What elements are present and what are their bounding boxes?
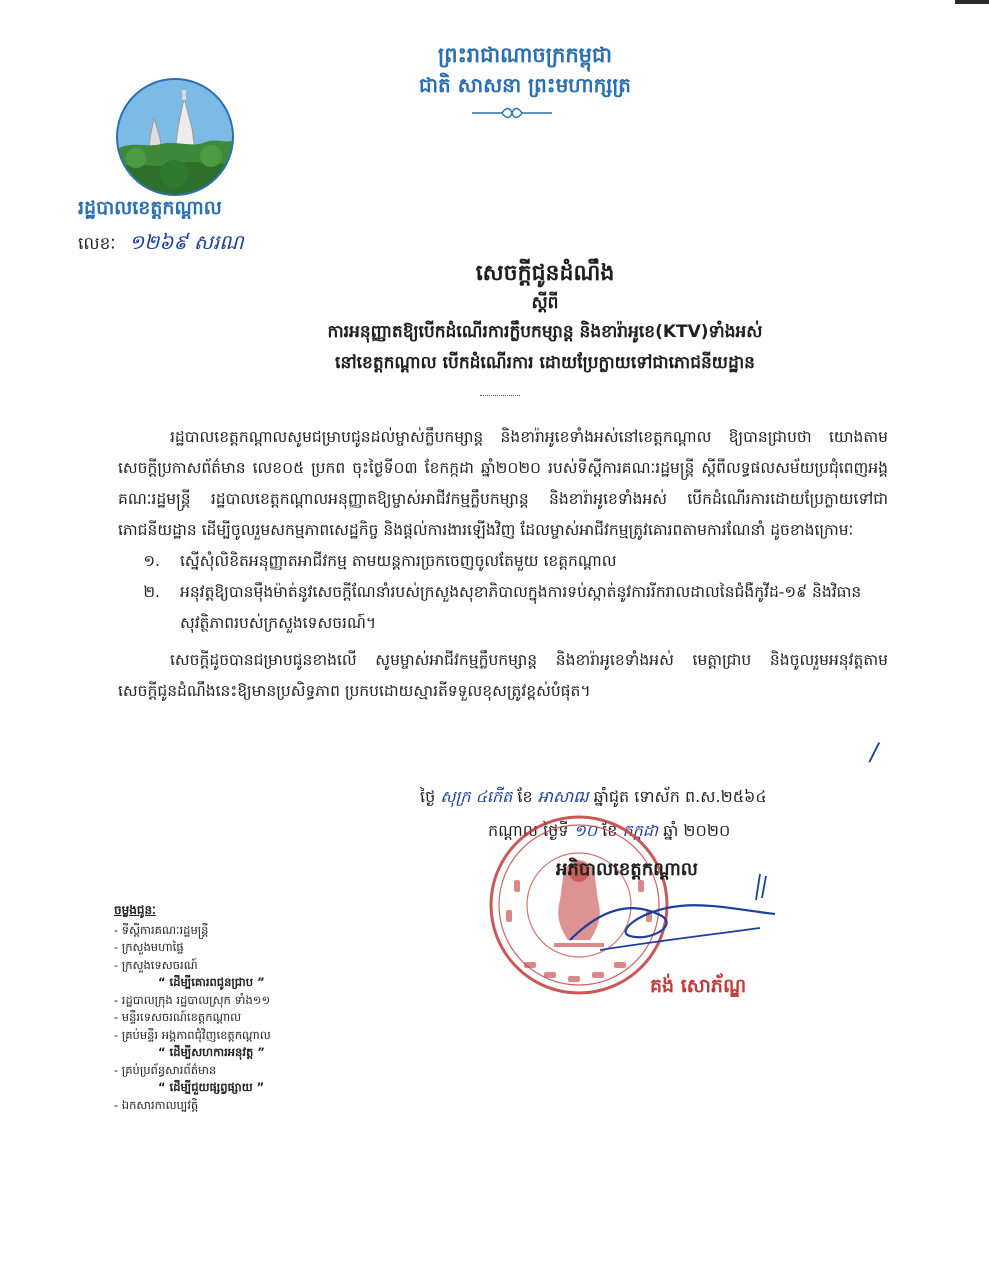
instruction-list	[118, 546, 888, 639]
solar-month-label: ខែ	[602, 821, 618, 840]
body-paragraph-1: រដ្ឋបាលខេត្តកណ្ដាលសូមជម្រាបជូនដល់ម្ចាស់ក្លឹបកម្សាន្ត និងខារ៉ាអូខេទាំងអស់នៅខេត្តកណ្ដាល ឱ្យបានជ្រាបថា យោងតាមសេចក្ដីប្រកាសព័ត៌មាន លេខ០៥ ប្រកព ចុះថ្ងៃទី០៣ ខែកក្កដា ឆ្នាំ២០២០ របស់ទីស្ដីការគណៈរដ្ឋមន្ត្រី ស្ដីពីលទ្ធផលសម័យប្រជុំពេញអង្គគណៈរដ្ឋមន្ត្រី រដ្ឋបាលខេត្តកណ្ដាលអនុញ្ញាតឱ្យម្ចាស់អាជីវកម្មក្លឹបកម្សាន្ត និងខារ៉ាអូខេទាំងអស់ បើកដំណើរការដោយប្រែក្លាយទៅជាភោជនីយដ្ឋាន ដើម្បីចូលរួមសកម្មភាពសេដ្ឋកិច្ច និងផ្ដល់ការងារឡើងវិញ ដែលម្ចាស់អាជីវកម្មត្រូវគោរពតាមការណែនាំ ដូចខាងក្រោមៈ	[118, 428, 888, 539]
motto-line: ជាតិ សាសនា ព្រះមហាក្សត្រ	[419, 73, 631, 97]
copy-recipient: - ក្រសួងមហាផ្ទៃ	[114, 940, 184, 954]
copy-recipient: - គ្រប់ប្រព័ន្ធសារព័ត៌មាន	[114, 1062, 217, 1077]
list-item-text: ស្នើសុំលិខិតអនុញ្ញាតអាជីវកម្ម តាមយន្តការច្រកចេញចូលតែមួយ ខេត្តកណ្ដាល	[180, 552, 617, 570]
signatory-name: គង់ សោភ័ណ្ឌ	[650, 975, 747, 997]
copies-to-list	[114, 902, 374, 1114]
copy-recipient: - ឯកសារកាលប្បវត្តិ	[114, 1097, 199, 1112]
copy-recipient: - រដ្ឋបាលក្រុង រដ្ឋបាលស្រុក ទាំង១១	[114, 992, 271, 1007]
handwritten-signature	[560, 870, 790, 970]
list-item	[118, 546, 888, 577]
title-subject-line2: នៅខេត្តកណ្ដាល បើកដំណើរការ ដោយប្រែក្លាយទៅជាភោជនីយដ្ឋាន	[335, 353, 755, 373]
body-paragraph-2: សេចក្ដីដូចបានជម្រាបជូនខាងលើ សូមម្ចាស់អាជីវកម្មក្លឹបកម្សាន្ត និងខារ៉ាអូខេទាំងអស់ មេត្តាជ្រាប និងចូលរួមអនុវត្តតាមសេចក្ដីជូនដំណឹងនេះឱ្យមានប្រសិទ្ធភាព ប្រកបដោយស្មារតីទទួលខុសត្រូវខ្ពស់បំផុត។	[118, 651, 888, 700]
signatory-title: អភិបាលខេត្តកណ្ដាល	[556, 859, 698, 880]
copy-purpose-note: “ ដើម្បីសហការអនុវត្ត ”	[158, 1045, 265, 1059]
scan-edge-mark	[955, 0, 989, 4]
copy-recipient: - មន្ទីរទេសចរណ៍ខេត្តកណ្ដាល	[114, 1010, 242, 1024]
solar-year: ឆ្នាំ ២០២០	[663, 821, 731, 840]
ornament-divider	[470, 106, 554, 120]
handwritten-check-mark: /	[870, 738, 879, 766]
list-item-text: អនុវត្តឱ្យបានម៉ឺងម៉ាត់នូវសេចក្ដីណែនាំរបស់ក្រសួងសុខាភិបាលក្នុងការទប់ស្កាត់នូវការរីករាលដាលនៃជំងឺកូវីដ-១៩ និងវិធានសុវត្ថិភាពរបស់ក្រសួងទេសចរណ៍។	[180, 583, 862, 632]
reference-number	[78, 229, 244, 259]
copy-recipient: - ក្រសួងទេសចរណ៍	[114, 957, 198, 972]
reference-number-value: ១២៦៩ សរណ	[128, 230, 244, 254]
notice-body	[118, 422, 888, 707]
lunar-month: អាសាឍ	[537, 787, 589, 806]
lunar-day: សុក្រ ៤កើត	[440, 787, 513, 806]
title-subject-line1: ការអនុញ្ញាតឱ្យបើកដំណើរការក្លឹបកម្សាន្ត និងខារ៉ាអូខេ(KTV)ទាំងអស់	[327, 322, 763, 342]
kingdom-line: ព្រះរាជាណាចក្រកម្ពុជា	[437, 43, 612, 67]
solar-month: កក្កដា	[622, 821, 658, 840]
copy-recipient: - គ្រប់មន្ទីរ អង្គភាពជុំវិញខេត្តកណ្ដាល	[114, 1027, 271, 1042]
lunar-date	[420, 786, 767, 810]
place-prefix: កណ្ដាល ថ្ងៃទី	[488, 821, 569, 840]
list-item	[118, 577, 888, 639]
lunar-month-label: ខែ	[517, 787, 533, 806]
notice-title	[250, 258, 840, 378]
copy-recipient: - ទីស្ដីការគណៈរដ្ឋមន្ត្រី	[114, 922, 209, 937]
title-regarding: ស្ដីពី	[531, 293, 559, 313]
list-item-number: ១.	[143, 552, 160, 570]
title-heading: សេចក្ដីជូនដំណឹង	[475, 261, 615, 286]
list-item-number: ២.	[143, 583, 160, 601]
solar-day: ១០	[573, 821, 598, 840]
copies-to-title: ចម្លងជូនៈ	[114, 903, 156, 917]
lunar-prefix: ថ្ងៃ	[420, 787, 436, 806]
kingdom-header	[340, 40, 710, 100]
reference-label: លេខៈ	[78, 234, 116, 254]
lunar-year: ឆ្នាំជូត ទោស័ក ព.ស.២៥៦៤	[593, 787, 767, 806]
copy-purpose-note: “ ដើម្បីជួយផ្សព្វផ្សាយ ”	[158, 1080, 265, 1094]
province-emblem	[116, 78, 234, 196]
title-divider	[480, 395, 520, 396]
province-administration: រដ្ឋបាលខេត្តកណ្ដាល	[78, 197, 222, 219]
copy-purpose-note: “ ដើម្បីគោរពជូនជ្រាប ”	[158, 975, 265, 989]
